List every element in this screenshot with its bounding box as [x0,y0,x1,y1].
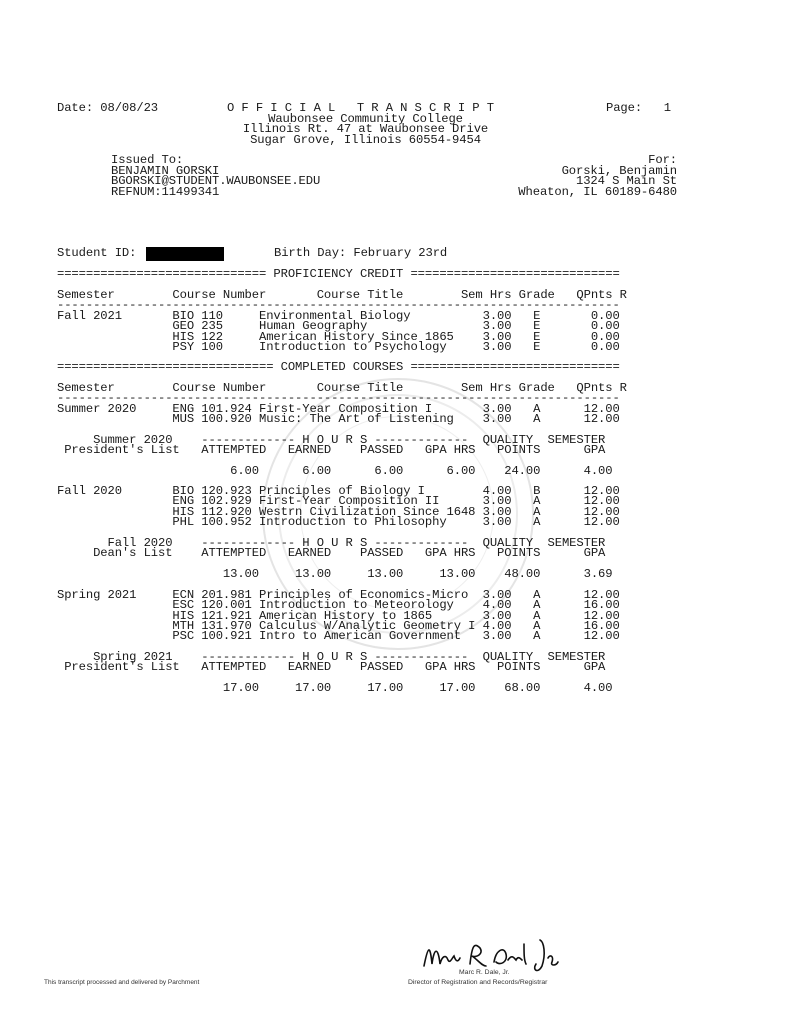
for-street: 1324 S Main St [576,174,677,188]
proficiency-dashes: ------------------------------------------------------------------------------ [57,298,620,312]
for-city: Wheaton, IL 60189-6480 [518,184,677,199]
issued-to-label: Issued To: [111,153,184,167]
college-name: Waubonsee Community College [268,111,463,126]
term-summary-labels: Dean's List ATTEMPTED EARNED PASSED GPA HRS POINTS GPA [57,546,606,561]
course-row: Fall 2020 BIO 120.923 Principles of Biology I 4.00 B 12.00 [57,484,620,498]
course-row: Spring 2021 ECN 201.981 Principles of Economics-Micro 3.00 A 12.00 [57,588,620,602]
course-row: MTH 131.970 Calculus W/Analytic Geometry I 4.00 A 16.00 [57,618,620,633]
course-row: GEO 235 Human Geography 3.00 E 0.00 [57,319,620,334]
completed-dashes: ------------------------------------------------------------------------------ [57,391,620,405]
transcript-title: O F F I C I A L T R A N S C R I P T [227,101,494,115]
for-name: Gorski, Benjamin [561,163,677,178]
issued-to-name: BENJAMIN GORSKI [111,163,220,178]
course-row: Summer 2020 ENG 101.924 First-Year Composition I 3.00 A 12.00 [57,401,620,416]
signer-name: Marc R. Dale, Jr. [459,969,510,976]
student-id-label: Student ID: [57,246,137,260]
signer-title: Director of Registration and Records/Registrar [408,979,548,986]
completed-column-headers: Semester Course Number Course Title Sem Hrs Grade QPnts R [57,381,627,395]
term-summary-totals: 17.00 17.00 17.00 17.00 68.00 4.00 [57,681,613,695]
term-summary-labels: President's List ATTEMPTED EARNED PASSED GPA HRS POINTS GPA [57,660,606,675]
page-number: Page: 1 [606,101,671,115]
course-row: PSC 100.921 Intro to American Government 3.00 A 12.00 [57,629,620,644]
birth-day: Birth Day: February 23rd [274,246,448,260]
transcript-date: Date: 08/08/23 [57,101,158,115]
parchment-notice: This transcript processed and delivered by Parchment [44,979,200,986]
issued-to-email: BGORSKI@STUDENT.WAUBONSEE.EDU [111,174,321,188]
course-row: HIS 112.920 Westrn Civilization Since 1648 3.00 A 12.00 [57,504,620,519]
college-address-line1: Illinois Rt. 47 at Waubonsee Drive [242,122,489,136]
term-summary-totals: 13.00 13.00 13.00 13.00 48.00 3.69 [57,567,613,581]
completed-banner: ============================== COMPLETED COURSES ============================= [57,360,620,374]
course-row: ESC 120.001 Introduction to Meteorology 4.00 A 16.00 [57,598,620,613]
college-address-line2: Sugar Grove, Illinois 60554-9454 [250,132,481,147]
course-row: HIS 122 American History Since 1865 3.00 E 0.00 [57,329,620,344]
term-summary-header: Spring 2021 ------------- H O U R S ------------- QUALITY SEMESTER [57,650,606,664]
proficiency-column-headers: Semester Course Number Course Title Sem Hrs Grade QPnts R [57,288,627,302]
student-id-redaction [146,245,224,263]
course-row: HIS 121.921 American History to 1865 3.00 A 12.00 [57,608,620,623]
course-row: ENG 102.929 First-Year Composition II 3.00 A 12.00 [57,494,620,509]
course-row: Fall 2021 BIO 110 Environmental Biology 3.00 E 0.00 [57,309,620,323]
for-label: For: [648,153,677,167]
proficiency-banner: ============================= PROFICIENCY CREDIT ============================= [57,267,620,281]
course-row: PSY 100 Introduction to Psychology 3.00 E 0.00 [57,339,620,354]
course-row: PHL 100.952 Introduction to Philosophy 3.00 A 12.00 [57,514,620,529]
term-summary-totals: 6.00 6.00 6.00 6.00 24.00 4.00 [57,463,613,478]
issued-to-refnum: REFNUM:11499341 [111,184,220,199]
course-row: MUS 100.920 Music: The Art of Listening 3.00 A 12.00 [57,411,620,426]
term-summary-labels: President's List ATTEMPTED EARNED PASSED GPA HRS POINTS GPA [57,442,606,457]
term-summary-header: Fall 2020 ------------- H O U R S ------------- QUALITY SEMESTER [57,536,606,550]
term-summary-header: Summer 2020 ------------- H O U R S ------------- QUALITY SEMESTER [57,432,606,447]
